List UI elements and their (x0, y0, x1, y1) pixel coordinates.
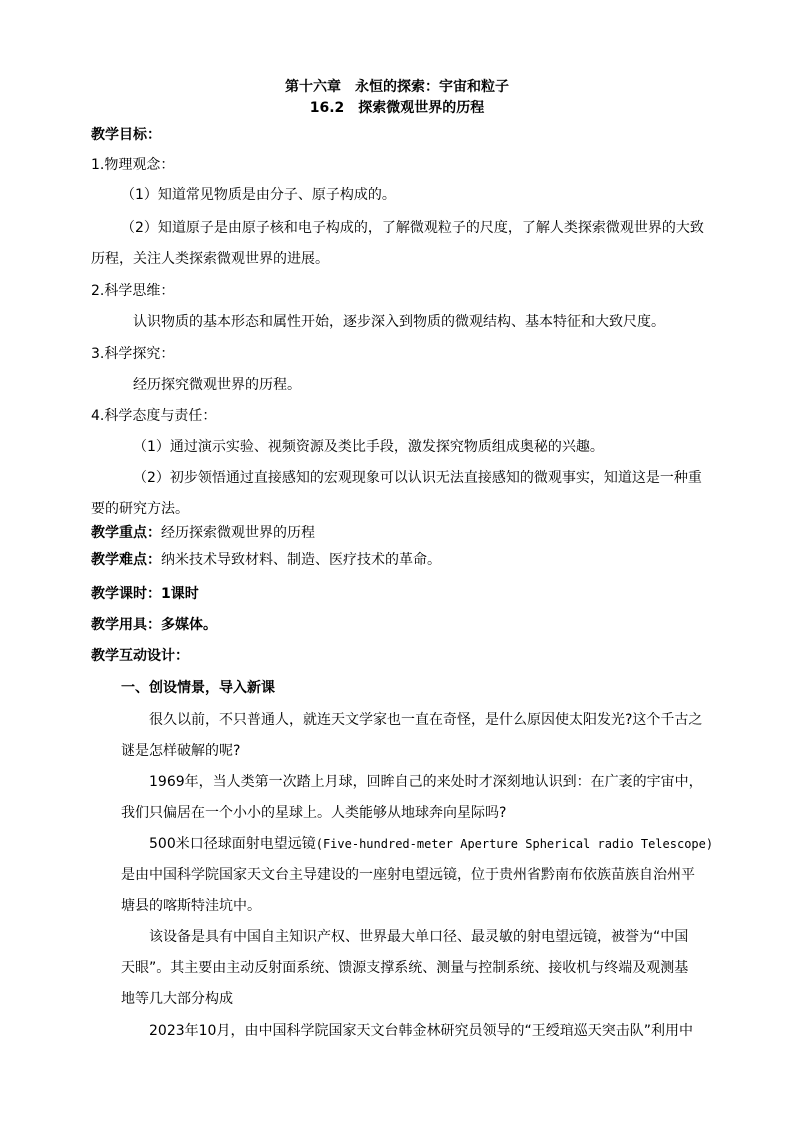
attitude-title: 4.科学态度与责任： (91, 408, 217, 424)
scientific-inquiry-title: 3.科学探究： (91, 346, 175, 362)
scientific-thinking-title: 2.科学思维： (91, 283, 175, 299)
paragraph-4-line-1: 该设备是具有中国自主知识产权、世界最大单口径、最灵敏的射电望远镜，被誉为“中国 (149, 929, 689, 945)
physics-concept-item-1: （1）知道常见物质是由分子、原子构成的。 (121, 187, 396, 203)
difficult-point-label: 教学难点： (91, 552, 161, 568)
physics-concept-title: 1.物理观念： (91, 157, 175, 173)
attitude-item-2-line-2: 要的研究方法。 (91, 501, 189, 517)
teaching-tools: 教学用具：多媒体。 (91, 617, 217, 633)
attitude-item-1: （1）通过演示实验、视频资源及类比手段，激发探究物质组成奥秘的兴趣。 (133, 439, 604, 455)
scientific-inquiry-text: 经历探究微观世界的历程。 (133, 377, 301, 393)
paragraph-3-prefix: 500米口径球面射电望远镜 (149, 836, 316, 852)
section-one-title: 一、创设情景，导入新课 (121, 680, 275, 696)
objectives-heading: 教学目标： (91, 127, 161, 143)
paragraph-3-line-2: 是由中国科学院国家天文台主导建设的一座射电望远镜，位于贵州省黔南布依族苗族自治州平 (121, 867, 695, 883)
chapter-title: 第十六章 永恒的探索：宇宙和粒子 (285, 79, 509, 95)
paragraph-2-line-2: 我们只偏居在一个小小的星球上。人类能够从地球奔向星际吗? (121, 805, 507, 821)
paragraph-5-line-1: 2023年10月，由中国科学院国家天文台韩金林研究员领导的“王绶琯巡天突击队”利用中 (149, 1023, 693, 1039)
paragraph-4-line-3: 地等几大部分构成 (121, 991, 233, 1007)
difficult-point-text: 纳米技术导致材料、制造、医疗技术的革命。 (161, 552, 441, 568)
paragraph-2-line-1: 1969年，当人类第一次踏上月球，回眸自己的来处时才深刻地认识到：在广袤的宇宙中， (149, 774, 703, 790)
paragraph-4-line-2: 天眼”。其主要由主动反射面系统、馈源支撑系统、测量与控制系统、接收机与终端及观测基 (121, 960, 689, 976)
interactive-design-heading: 教学互动设计： (91, 648, 189, 664)
physics-concept-item-2-line-2: 历程，关注人类探索微观世界的进展。 (91, 251, 329, 267)
difficult-point (91, 550, 441, 570)
key-point-text: 经历探索微观世界的历程 (161, 525, 315, 541)
paragraph-3-line-3: 塘县的喀斯特洼坑中。 (121, 898, 261, 914)
paragraph-3-line-1 (149, 834, 713, 854)
section-title: 16.2 探索微观世界的历程 (309, 100, 485, 116)
paragraph-1-line-2: 谜是怎样破解的呢? (121, 743, 241, 759)
class-hours: 教学课时：1课时 (91, 586, 199, 602)
scientific-thinking-text: 认识物质的基本形态和属性开始，逐步深入到物质的微观结构、基本特征和大致尺度。 (133, 314, 665, 330)
paragraph-3-english: (Five-hundred-meter Aperture Spherical radio Telescope) (315, 837, 714, 851)
key-point (91, 523, 315, 543)
physics-concept-item-2-line-1: （2）知道原子是由原子核和电子构成的，了解微观粒子的尺度，了解人类探索微观世界的大致 (121, 220, 704, 236)
key-point-label: 教学重点： (91, 525, 161, 541)
attitude-item-2-line-1: （2）初步领悟通过直接感知的宏观现象可以认识无法直接感知的微观事实，知道这是一种重 (133, 470, 702, 486)
paragraph-1-line-1: 很久以前，不只普通人，就连天文学家也一直在奇怪，是什么原因使太阳发光?这个千古之 (149, 712, 703, 728)
